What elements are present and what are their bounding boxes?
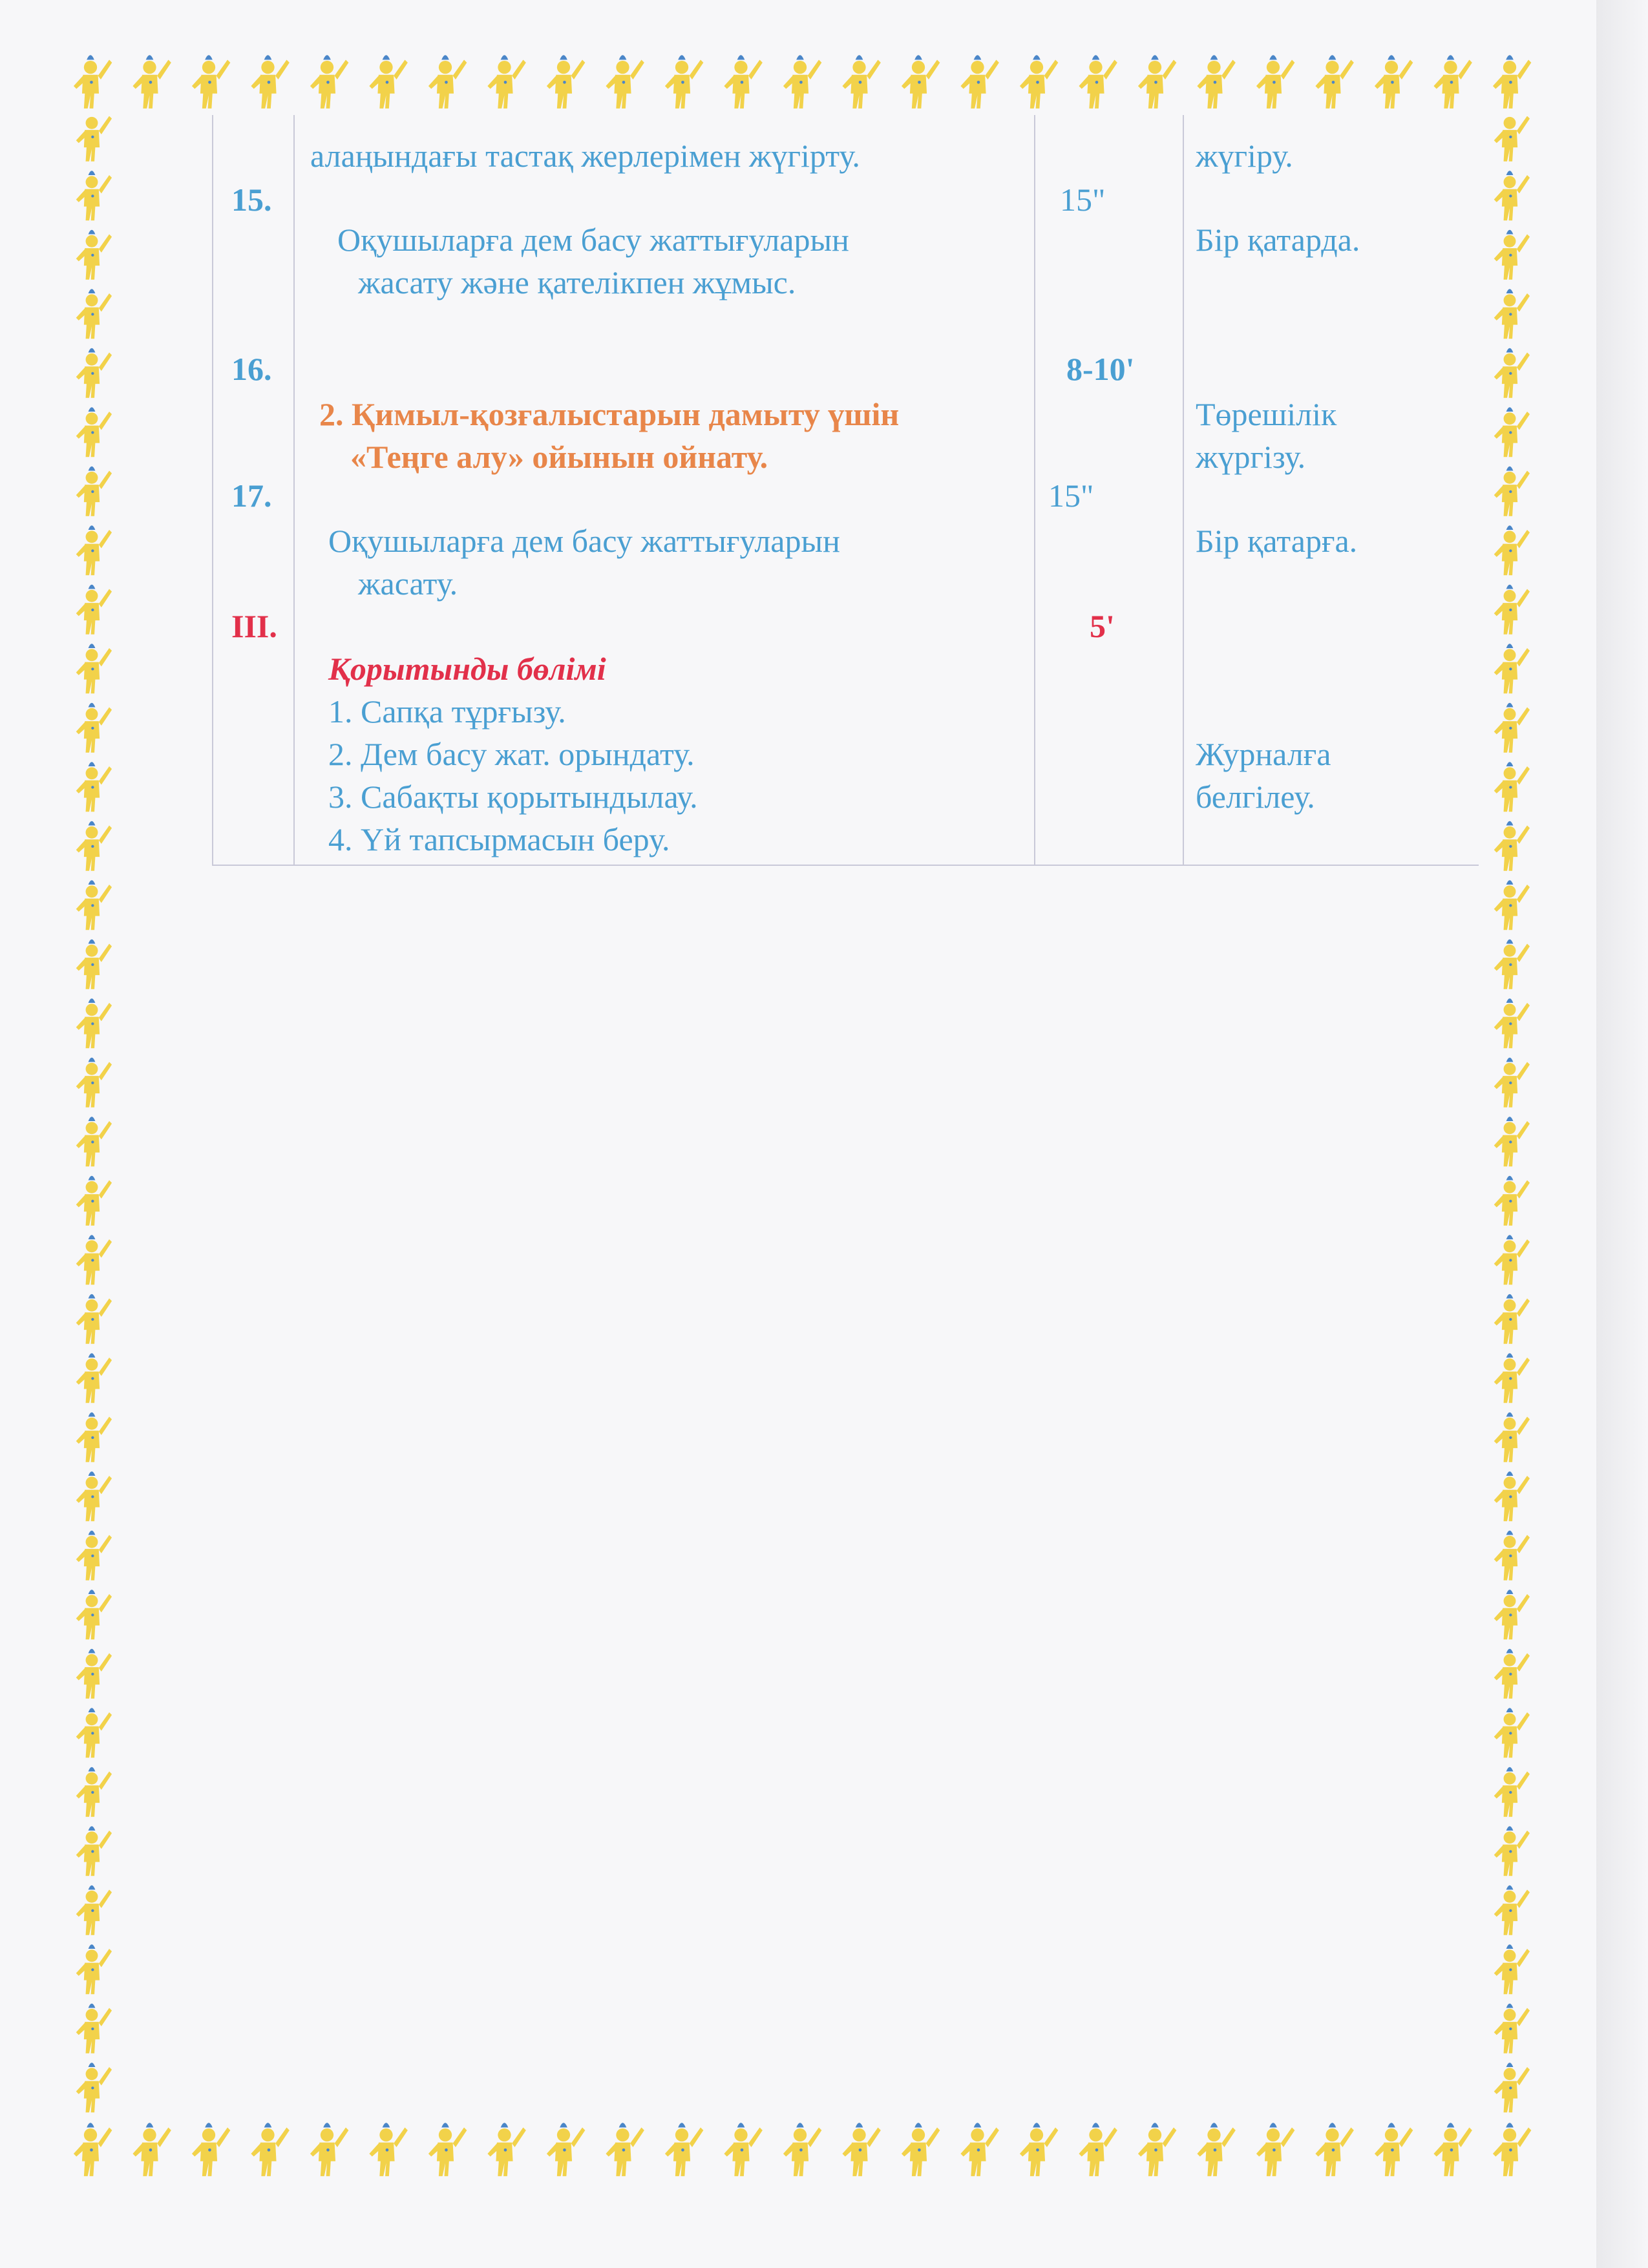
child-figure-icon bbox=[547, 55, 585, 109]
child-figure-icon bbox=[76, 703, 112, 753]
child-figure-icon bbox=[1494, 940, 1530, 989]
child-figure-icon bbox=[76, 1353, 112, 1403]
child-figure-icon bbox=[76, 525, 112, 575]
child-figure-icon bbox=[1494, 1885, 1530, 1935]
child-figure-icon bbox=[76, 762, 112, 812]
child-figure-icon bbox=[1494, 1412, 1530, 1462]
child-figure-icon bbox=[960, 2123, 998, 2176]
column-divider bbox=[212, 115, 213, 866]
child-figure-icon bbox=[369, 2123, 407, 2176]
child-figure-icon bbox=[1494, 821, 1530, 871]
child-figure-icon bbox=[1494, 1944, 1530, 1994]
subsection-title: «Теңге алу» ойынын ойнату. bbox=[350, 439, 768, 475]
child-figure-icon bbox=[132, 2123, 171, 2176]
duration: 15" bbox=[1048, 478, 1094, 514]
child-figure-icon bbox=[902, 55, 940, 109]
child-figure-icon bbox=[76, 1885, 112, 1935]
child-figure-icon bbox=[76, 1649, 112, 1699]
child-figure-icon bbox=[1079, 2123, 1117, 2176]
child-figure-icon bbox=[76, 1471, 112, 1521]
child-figure-icon bbox=[192, 2123, 230, 2176]
child-figure-icon bbox=[842, 2123, 880, 2176]
child-figure-icon bbox=[76, 1767, 112, 1817]
child-figure-icon bbox=[960, 55, 998, 109]
section-number: III. bbox=[231, 608, 277, 644]
child-figure-icon bbox=[76, 1058, 112, 1108]
child-figure-icon bbox=[76, 2063, 112, 2112]
child-figure-icon bbox=[76, 940, 112, 989]
child-figure-icon bbox=[74, 55, 112, 109]
child-figure-icon bbox=[251, 2123, 289, 2176]
duration: 5' bbox=[1090, 608, 1115, 644]
child-figure-icon bbox=[1494, 1590, 1530, 1639]
exercise-text: жасату. bbox=[358, 565, 458, 602]
child-figure-icon bbox=[76, 1176, 112, 1226]
column-divider bbox=[1183, 115, 1184, 866]
child-figure-icon bbox=[487, 2123, 525, 2176]
child-figure-icon bbox=[310, 2123, 348, 2176]
child-figure-icon bbox=[76, 1117, 112, 1166]
duration: 8-10' bbox=[1066, 351, 1135, 387]
child-figure-icon bbox=[1494, 1649, 1530, 1699]
child-figure-icon bbox=[1493, 2123, 1531, 2176]
child-figure-icon bbox=[74, 2123, 112, 2176]
child-figure-icon bbox=[192, 55, 230, 109]
child-figure-icon bbox=[428, 2123, 467, 2176]
child-figure-icon bbox=[1138, 2123, 1176, 2176]
child-figure-icon bbox=[842, 55, 880, 109]
child-figure-icon bbox=[1494, 1826, 1530, 1876]
note-text: жүргізу. bbox=[1196, 439, 1306, 475]
exercise-text: Оқушыларға дем басу жаттығуларын bbox=[328, 523, 840, 559]
note-text: Журналға bbox=[1196, 736, 1331, 772]
child-figure-icon bbox=[1494, 525, 1530, 575]
child-figure-icon bbox=[547, 2123, 585, 2176]
child-figure-icon bbox=[1494, 230, 1530, 280]
child-figure-icon bbox=[76, 2004, 112, 2053]
child-figure-icon bbox=[76, 230, 112, 280]
row-number: 17. bbox=[231, 478, 272, 514]
child-figure-icon bbox=[1494, 644, 1530, 693]
child-figure-icon bbox=[1494, 1294, 1530, 1344]
child-figure-icon bbox=[76, 585, 112, 635]
child-figure-icon bbox=[1494, 1353, 1530, 1403]
column-divider bbox=[293, 115, 295, 866]
child-figure-icon bbox=[1494, 1235, 1530, 1285]
note-text: Бір қатарда. bbox=[1196, 222, 1360, 258]
child-figure-icon bbox=[1494, 467, 1530, 516]
section-title: Қорытынды бөлімі bbox=[328, 651, 606, 687]
child-figure-icon bbox=[1494, 348, 1530, 398]
child-figure-icon bbox=[1494, 1117, 1530, 1166]
child-figure-icon bbox=[76, 644, 112, 693]
child-figure-icon bbox=[1079, 55, 1117, 109]
top-border bbox=[71, 50, 1532, 121]
child-figure-icon bbox=[76, 407, 112, 457]
child-figure-icon bbox=[1494, 289, 1530, 339]
note-text: Бір қатарға. bbox=[1196, 523, 1358, 559]
child-figure-icon bbox=[1494, 1708, 1530, 1758]
child-figure-icon bbox=[1197, 2123, 1235, 2176]
child-figure-icon bbox=[76, 821, 112, 871]
child-figure-icon bbox=[1315, 2123, 1353, 2176]
child-figure-icon bbox=[1433, 2123, 1472, 2176]
child-figure-icon bbox=[76, 1235, 112, 1285]
child-figure-icon bbox=[1138, 55, 1176, 109]
child-figure-icon bbox=[76, 1590, 112, 1639]
child-figure-icon bbox=[1494, 116, 1530, 162]
child-figure-icon bbox=[76, 1708, 112, 1758]
child-figure-icon bbox=[724, 2123, 762, 2176]
child-figure-icon bbox=[76, 1294, 112, 1344]
child-figure-icon bbox=[1197, 55, 1235, 109]
row-number: 16. bbox=[231, 351, 272, 387]
child-figure-icon bbox=[76, 1531, 112, 1580]
exercise-text: жасату және қателікпен жұмыс. bbox=[358, 264, 796, 300]
child-figure-icon bbox=[1375, 2123, 1413, 2176]
child-figure-icon bbox=[1494, 407, 1530, 457]
child-figure-icon bbox=[76, 1944, 112, 1994]
child-figure-icon bbox=[1494, 703, 1530, 753]
child-figure-icon bbox=[251, 55, 289, 109]
child-figure-icon bbox=[76, 1826, 112, 1876]
note-text: жүгіру. bbox=[1196, 138, 1293, 174]
note-text: белгілеу. bbox=[1196, 779, 1315, 815]
child-figure-icon bbox=[1315, 55, 1353, 109]
child-figure-icon bbox=[902, 2123, 940, 2176]
child-figure-icon bbox=[310, 55, 348, 109]
child-figure-icon bbox=[1020, 55, 1058, 109]
exercise-text: Оқушыларға дем басу жаттығуларын bbox=[337, 222, 849, 258]
child-figure-icon bbox=[1494, 1471, 1530, 1521]
list-item: 4. Үй тапсырмасын беру. bbox=[328, 821, 670, 857]
list-item: 2. Дем басу жат. орындату. bbox=[328, 736, 695, 772]
duration: 15" bbox=[1060, 182, 1106, 218]
child-figure-icon bbox=[724, 55, 762, 109]
child-figure-icon bbox=[1494, 762, 1530, 812]
list-item: 1. Сапқа тұрғызу. bbox=[328, 693, 566, 730]
child-figure-icon bbox=[76, 998, 112, 1048]
child-figure-icon bbox=[1256, 55, 1294, 109]
child-figure-icon bbox=[1494, 171, 1530, 220]
child-figure-icon bbox=[1375, 55, 1413, 109]
subsection-title: 2. Қимыл-қозғалыстарын дамыту үшін bbox=[319, 396, 900, 432]
left-border bbox=[71, 116, 116, 2119]
row-number: 15. bbox=[231, 182, 272, 218]
child-figure-icon bbox=[76, 467, 112, 516]
child-figure-icon bbox=[369, 55, 407, 109]
lesson-plan-table bbox=[212, 115, 1479, 866]
child-figure-icon bbox=[76, 1412, 112, 1462]
child-figure-icon bbox=[487, 55, 525, 109]
child-figure-icon bbox=[76, 880, 112, 930]
list-item: 3. Сабақты қорытындылау. bbox=[328, 779, 698, 815]
child-figure-icon bbox=[606, 2123, 644, 2176]
child-figure-icon bbox=[665, 55, 703, 109]
table-bottom-border bbox=[212, 865, 1479, 866]
child-figure-icon bbox=[76, 348, 112, 398]
child-figure-icon bbox=[1494, 585, 1530, 635]
column-divider bbox=[1034, 115, 1035, 866]
child-figure-icon bbox=[428, 55, 467, 109]
child-figure-icon bbox=[132, 55, 171, 109]
exercise-text: алаңындағы тастақ жерлерімен жүгірту. bbox=[310, 138, 860, 174]
bottom-border bbox=[71, 2118, 1532, 2189]
child-figure-icon bbox=[1494, 1767, 1530, 1817]
child-figure-icon bbox=[1494, 1176, 1530, 1226]
child-figure-icon bbox=[783, 55, 821, 109]
child-figure-icon bbox=[1256, 2123, 1294, 2176]
child-figure-icon bbox=[1020, 2123, 1058, 2176]
child-figure-icon bbox=[76, 289, 112, 339]
child-figure-icon bbox=[1494, 880, 1530, 930]
note-text: Төрешілік bbox=[1196, 396, 1337, 432]
child-figure-icon bbox=[1494, 2004, 1530, 2053]
child-figure-icon bbox=[76, 116, 112, 162]
child-figure-icon bbox=[665, 2123, 703, 2176]
right-border bbox=[1486, 116, 1532, 2119]
child-figure-icon bbox=[1494, 998, 1530, 1048]
child-figure-icon bbox=[1494, 1058, 1530, 1108]
child-figure-icon bbox=[783, 2123, 821, 2176]
child-figure-icon bbox=[1494, 2063, 1530, 2112]
child-figure-icon bbox=[1493, 55, 1531, 109]
child-figure-icon bbox=[1433, 55, 1472, 109]
child-figure-icon bbox=[76, 171, 112, 220]
child-figure-icon bbox=[1494, 1531, 1530, 1580]
page-edge-shadow bbox=[1596, 0, 1648, 2268]
child-figure-icon bbox=[606, 55, 644, 109]
